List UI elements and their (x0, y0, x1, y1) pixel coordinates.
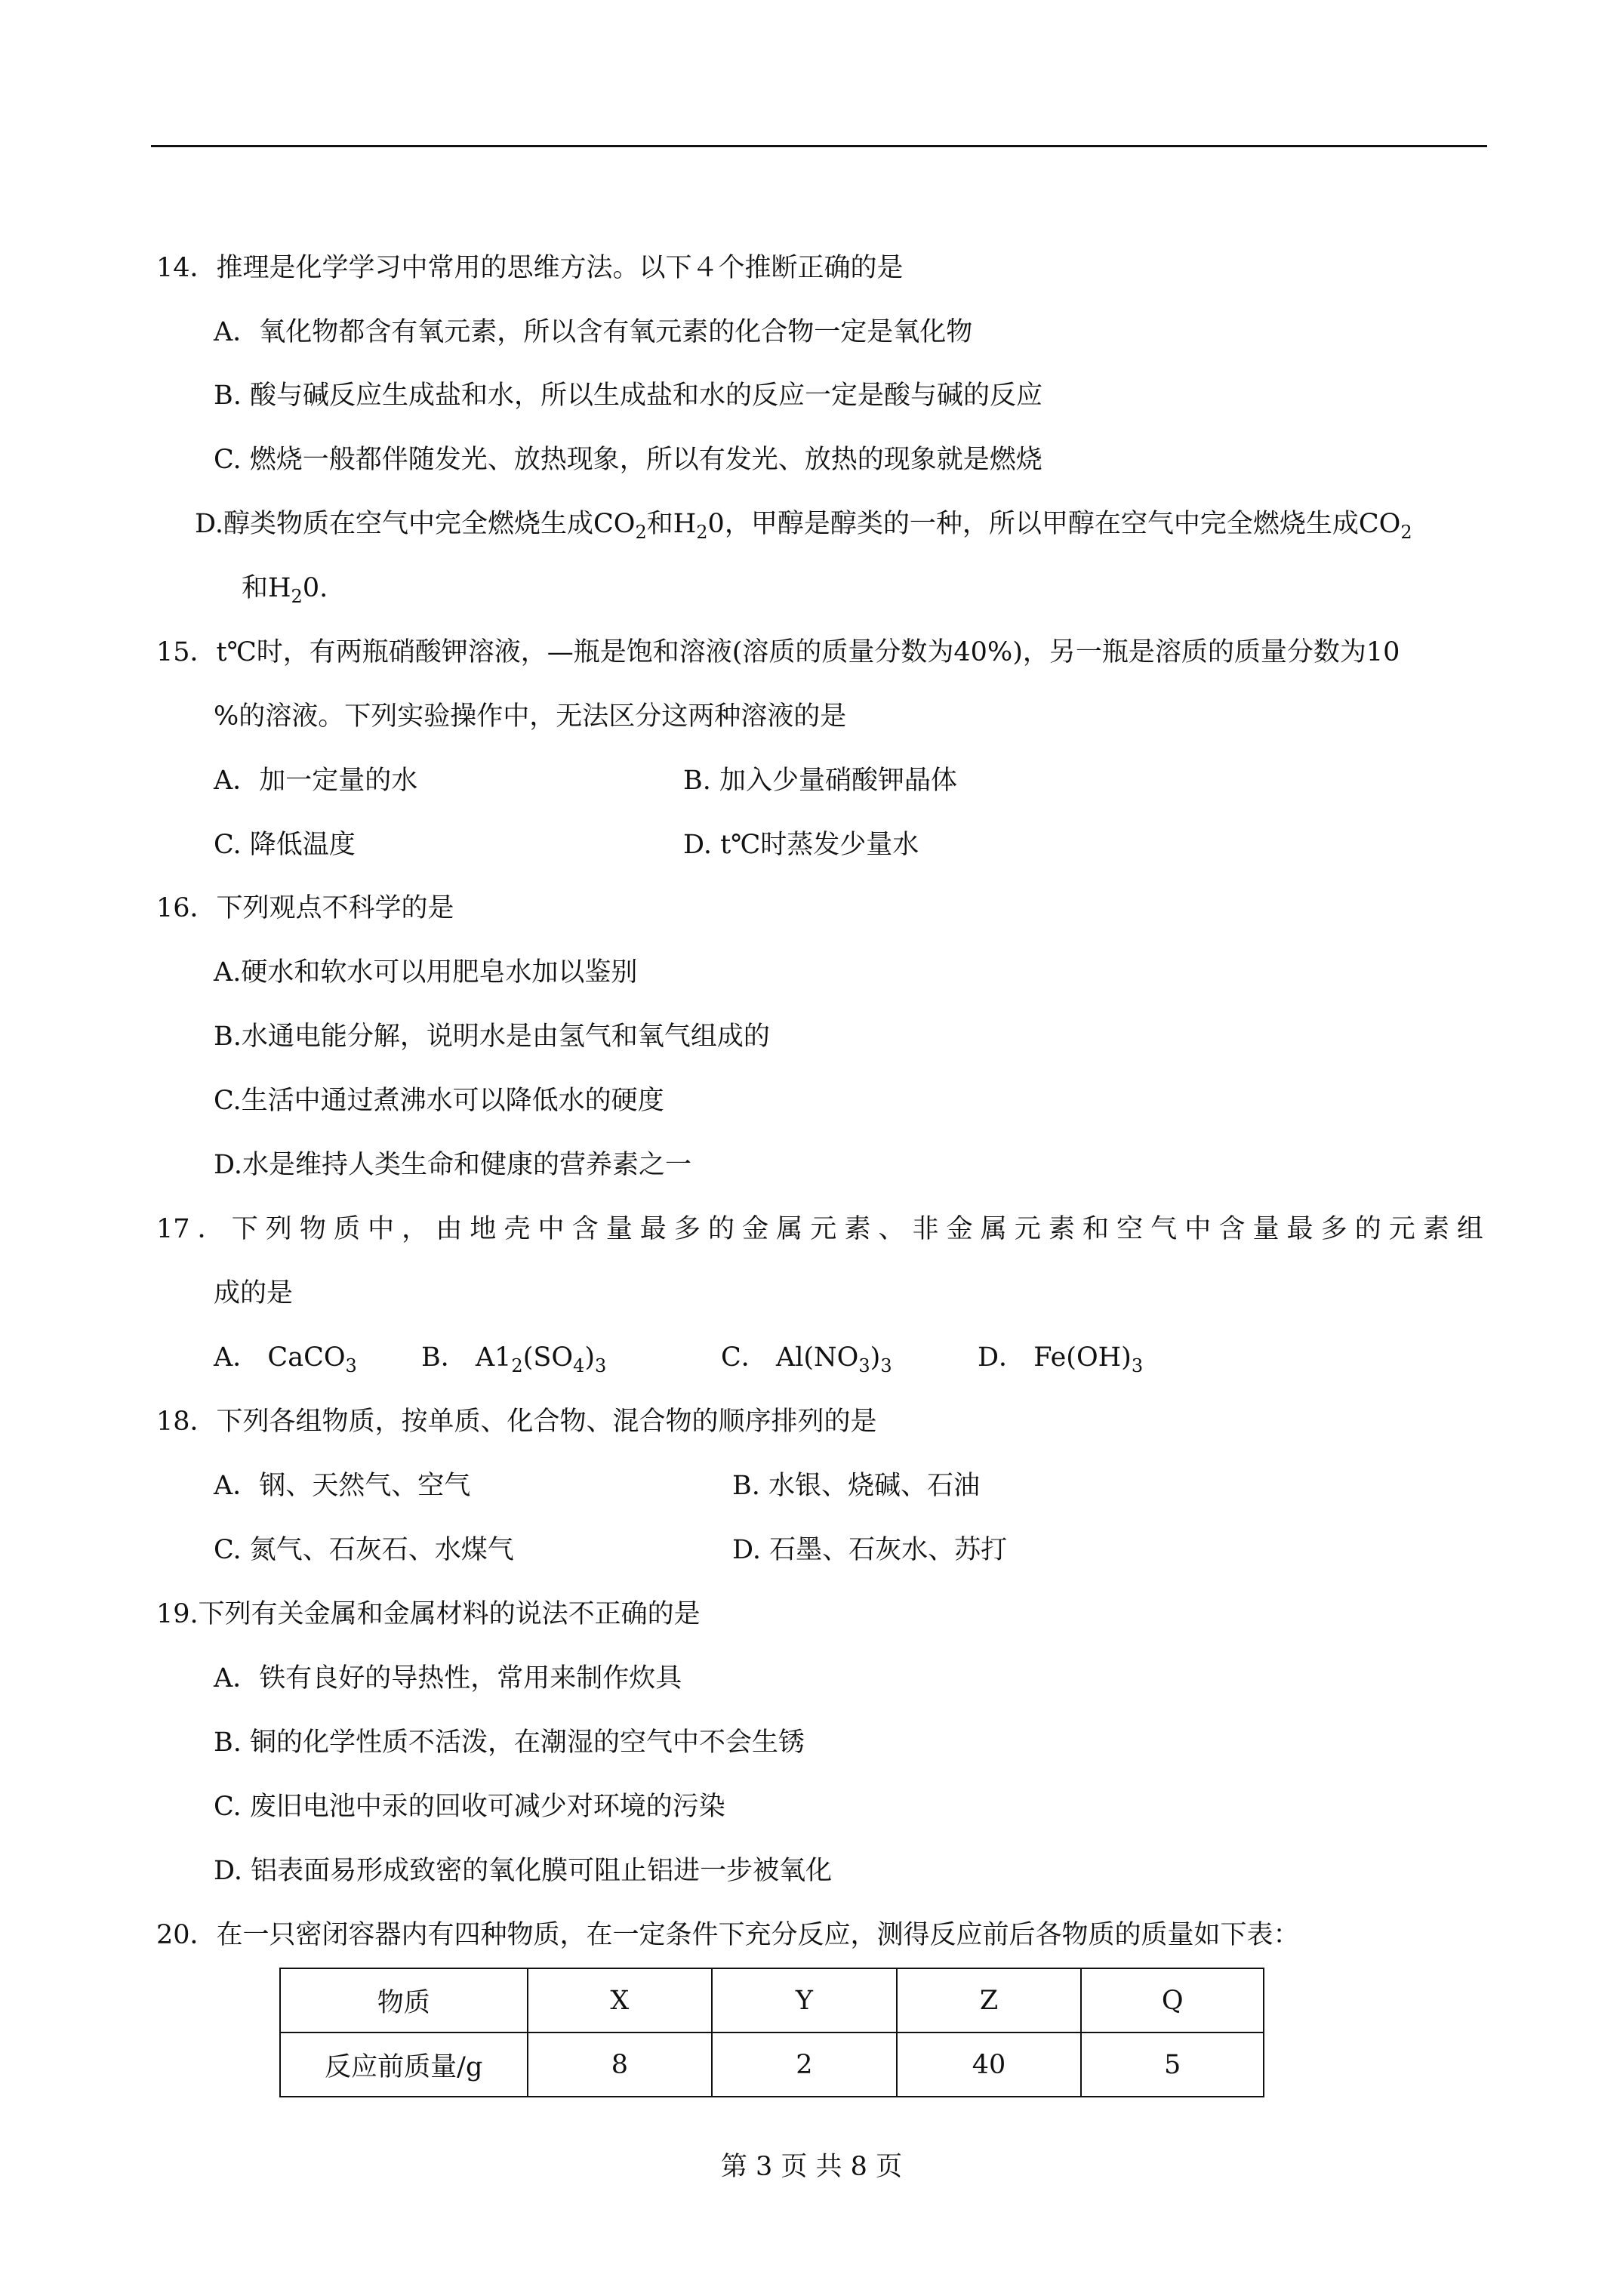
q19-option-c: C. 废旧电池中汞的回收可减少对环境的污染 (214, 1792, 725, 1822)
q14-option-b: B. 酸与碱反应生成盐和水，所以生成盐和水的反应一定是酸与碱的反应 (214, 381, 1042, 411)
q16-stem: 16．下列观点不科学的是 (156, 893, 454, 923)
q16-option-d: D.水是维持人类生命和健康的营养素之一 (214, 1150, 691, 1180)
q15-option-d: D. t℃时蒸发少量水 (683, 830, 919, 860)
table-cell: 8 (528, 2032, 713, 2097)
q16-option-b: B.水通电能分解，说明水是由氢气和氧气组成的 (214, 1022, 770, 1052)
q16-option-c: C.生活中通过煮沸水可以降低水的硬度 (214, 1086, 664, 1116)
q18-option-c: C. 氮气、石灰石、水煤气 (214, 1535, 514, 1565)
q16-option-a: A.硬水和软水可以用肥皂水加以鉴别 (214, 957, 638, 988)
q19-stem: 19.下列有关金属和金属材料的说法不正确的是 (156, 1599, 701, 1629)
q15-stem-line1: 15．t℃时，有两瓶硝酸钾溶液，—瓶是饱和溶液(溶质的质量分数为40%)，另一瓶是溶质的质量分数为10 (156, 637, 1400, 667)
q20-stem: 20．在一只密闭容器内有四种物质，在一定条件下充分反应，测得反应前后各物质的质量如下表： (156, 1920, 1300, 1950)
q15-option-c: C. 降低温度 (214, 830, 356, 860)
q19-option-b: B. 铜的化学性质不活泼，在潮湿的空气中不会生锈 (214, 1727, 805, 1758)
q17-option-d: D． $Fe(OH)_3$ (978, 1342, 1144, 1376)
q15-stem-line2: %的溶液。下列实验操作中，无法区分这两种溶液的是 (214, 701, 847, 732)
page-footer: 第 3 页 共 8 页 (720, 2152, 903, 2182)
q18-stem: 18．下列各组物质，按单质、化合物、混合物的顺序排列的是 (156, 1407, 877, 1437)
table-cell: Y (712, 1968, 897, 2032)
table-row (280, 2032, 1264, 2097)
table-cell: X (528, 1968, 713, 2032)
q17-option-b: B． $A1_2(SO_4)_3$ (421, 1342, 607, 1376)
table-cell: 反应前质量/g (280, 2032, 528, 2097)
q18-option-b: B. 水银、烧碱、石油 (732, 1471, 980, 1501)
q19-option-d: D. 铝表面易形成致密的氧化膜可阻止铝进一步被氧化 (214, 1856, 833, 1886)
table-cell: Q (1081, 1968, 1264, 2032)
q14-stem: 14．推理是化学学习中常用的思维方法。以下４个推断正确的是 (156, 253, 904, 283)
q15-option-b: B. 加入少量硝酸钾晶体 (683, 766, 957, 796)
q19-option-a: A．铁有良好的导热性，常用来制作炊具 (214, 1663, 682, 1693)
q14-option-d-continued: 和$H_20$. (242, 573, 328, 607)
q14-option-d: D.醇类物质在空气中完全燃烧生成$CO_2$和$H_20$，甲醇是醇类的一种，所以甲醇在空气中完全燃烧生成$CO_2$ (195, 509, 1412, 543)
table-cell: 40 (897, 2032, 1082, 2097)
q15-option-a: A．加一定量的水 (214, 766, 418, 796)
q14-option-c: C. 燃烧一般都伴随发光、放热现象，所以有发光、放热的现象就是燃烧 (214, 445, 1042, 475)
q17-stem-line2: 成的是 (214, 1278, 294, 1308)
table-cell: 物质 (280, 1968, 528, 2032)
table-cell: 5 (1081, 2032, 1264, 2097)
q17-stem-line1: 17．下列物质中，由地壳中含量最多的金属元素、非金属元素和空气中含量最多的元素组 (156, 1214, 1483, 1244)
table-cell: 2 (712, 2032, 897, 2097)
table-header-row (280, 1968, 1264, 2032)
mass-table (279, 1968, 1264, 2097)
q18-option-d: D. 石墨、石灰水、苏打 (732, 1535, 1008, 1565)
q17-option-a: A． CaCO$_3$ (214, 1342, 357, 1376)
q18-option-a: A．钢、天然气、空气 (214, 1471, 471, 1501)
table-cell: Z (897, 1968, 1082, 2032)
header-rule (151, 145, 1487, 147)
q17-option-c: C． $Al(NO_3)_3$ (721, 1342, 892, 1376)
q14-option-a: A．氧化物都含有氧元素，所以含有氧元素的化合物一定是氧化物 (214, 317, 973, 347)
